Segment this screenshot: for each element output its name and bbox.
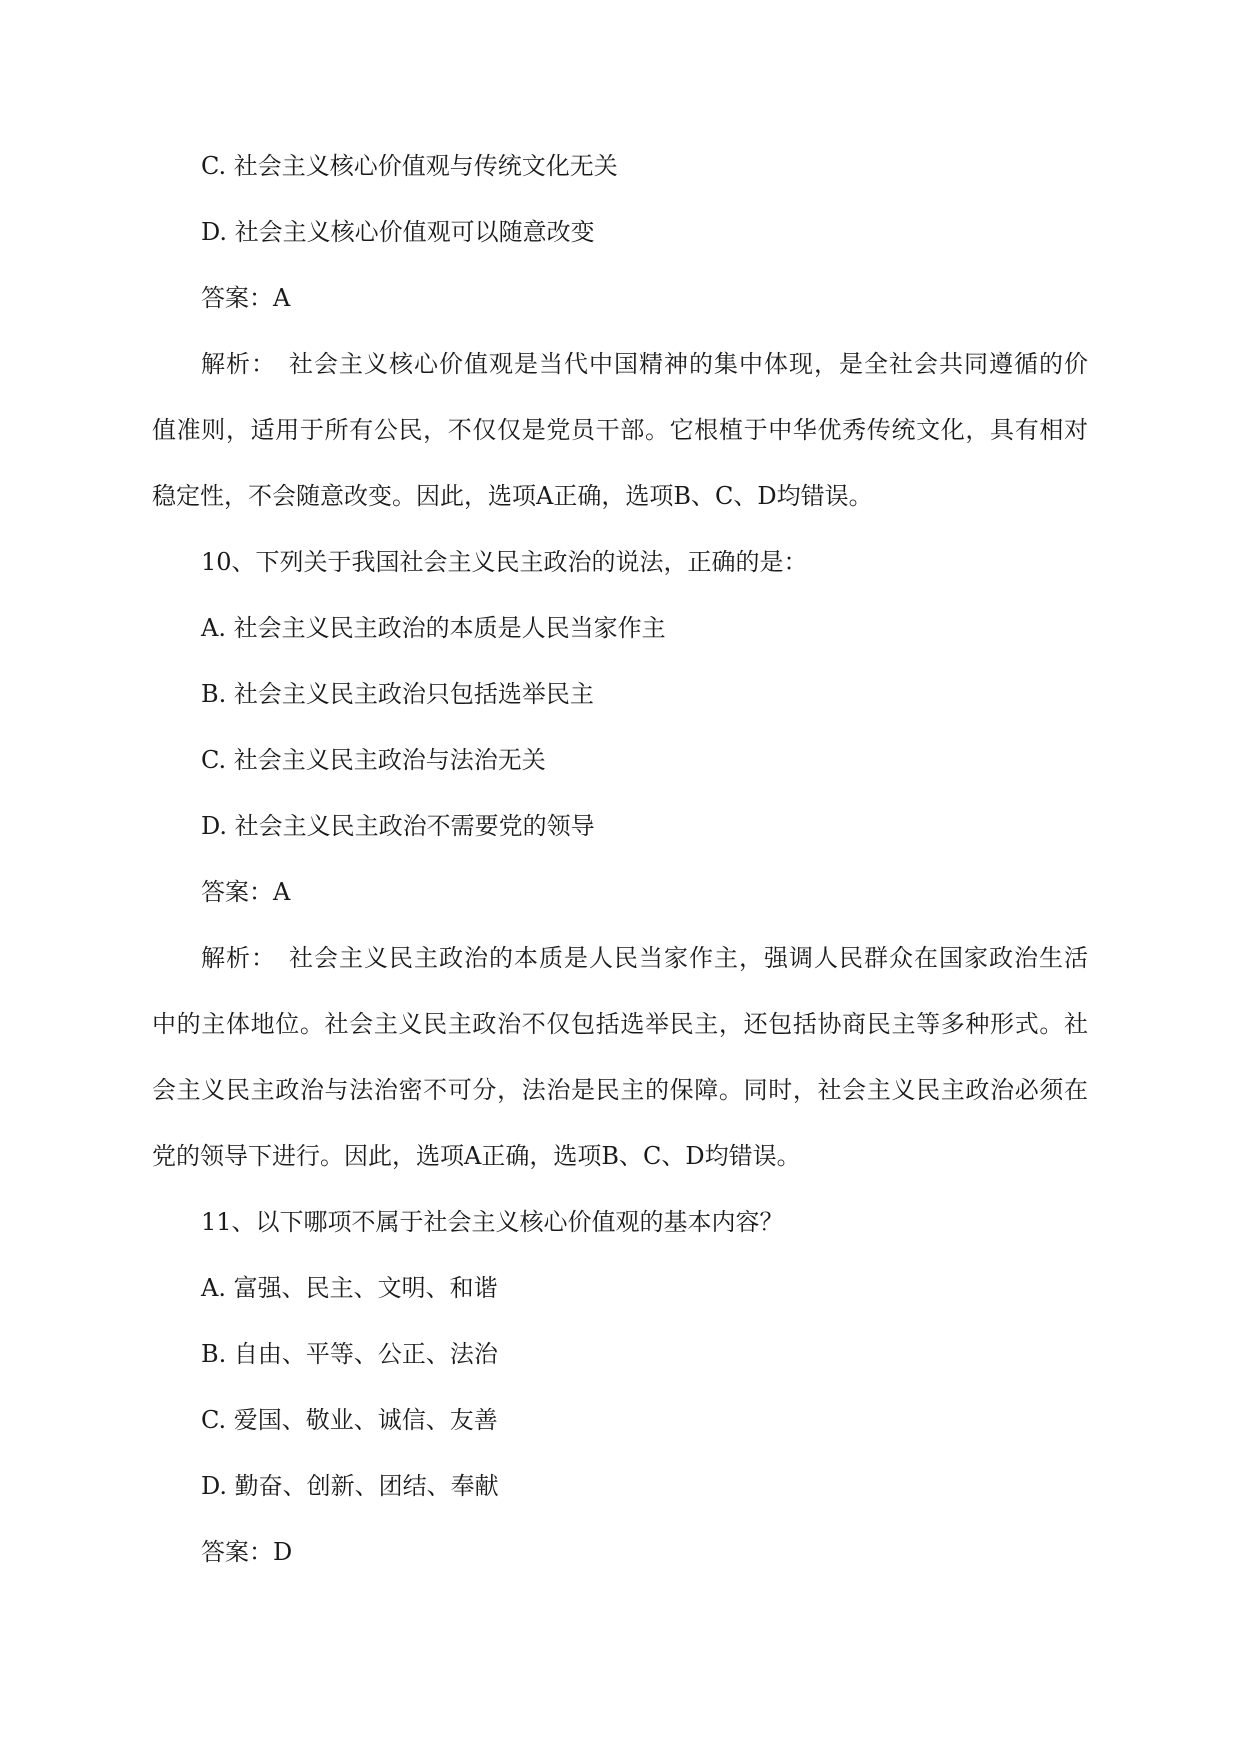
- q10-option-d: D. 社会主义民主政治不需要党的领导: [201, 812, 595, 840]
- q10-analysis-line-1: 解析： 社会主义民主政治的本质是人民当家作主，强调人民群众在国家政治生活: [201, 944, 1088, 972]
- q10-analysis-line-3: 会主义民主政治与法治密不可分，法治是民主的保障。同时，社会主义民主政治必须在: [152, 1076, 1088, 1104]
- q10-analysis-line-4: 党的领导下进行。因此，选项A正确，选项B、C、D均错误。: [152, 1142, 801, 1170]
- q10-answer: 答案：A: [201, 878, 291, 906]
- q11-option-a: A. 富强、民主、文明、和谐: [201, 1274, 498, 1302]
- q11-option-c: C. 爱国、敬业、诚信、友善: [201, 1406, 498, 1434]
- q10-option-c: C. 社会主义民主政治与法治无关: [201, 746, 546, 774]
- q11-question: 11、以下哪项不属于社会主义核心价值观的基本内容？: [201, 1208, 784, 1236]
- q11-option-b: B. 自由、平等、公正、法治: [201, 1340, 498, 1368]
- q9-answer: 答案：A: [201, 284, 291, 312]
- q11-option-d: D. 勤奋、创新、团结、奉献: [201, 1472, 499, 1500]
- q9-analysis-line-1: 解析： 社会主义核心价值观是当代中国精神的集中体现，是全社会共同遵循的价: [201, 350, 1088, 378]
- q10-option-a: A. 社会主义民主政治的本质是人民当家作主: [201, 614, 666, 642]
- q9-analysis-line-3: 稳定性，不会随意改变。因此，选项A正确，选项B、C、D均错误。: [152, 482, 873, 510]
- q9-option-c: C. 社会主义核心价值观与传统文化无关: [201, 152, 618, 180]
- q10-analysis-line-2: 中的主体地位。社会主义民主政治不仅包括选举民主，还包括协商民主等多种形式。社: [152, 1010, 1088, 1038]
- q11-answer: 答案：D: [201, 1538, 293, 1566]
- q9-option-d: D. 社会主义核心价值观可以随意改变: [201, 218, 595, 246]
- q9-analysis-line-2: 值准则，适用于所有公民，不仅仅是党员干部。它根植于中华优秀传统文化，具有相对: [152, 416, 1088, 444]
- q10-option-b: B. 社会主义民主政治只包括选举民主: [201, 680, 594, 708]
- q10-question: 10、下列关于我国社会主义民主政治的说法，正确的是：: [201, 548, 808, 576]
